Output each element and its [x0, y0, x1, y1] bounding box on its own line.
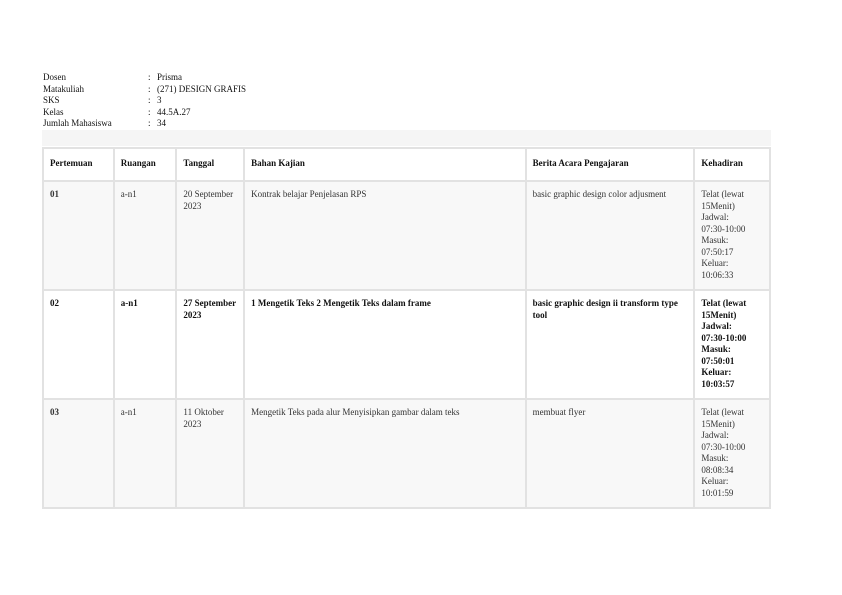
info-separator: : [148, 72, 151, 82]
cell-tanggal: 20 September 2023 [176, 181, 244, 290]
kehadiran-keluar-value: 10:01:59 [701, 487, 734, 498]
info-value: 34 [157, 118, 166, 128]
info-value: 3 [157, 95, 162, 105]
info-label: SKS [43, 95, 60, 105]
kehadiran-masuk-value: 07:50:17 [701, 246, 734, 257]
kehadiran-masuk-value: 08:08:34 [701, 464, 734, 475]
cell-ruangan: a-n1 [114, 290, 177, 399]
column-header-ruangan: Ruangan [114, 148, 177, 181]
info-value: (271) DESIGN GRAFIS [157, 83, 247, 94]
table-header-row [43, 148, 770, 181]
cell-berita-acara: basic graphic design color adjusment [526, 181, 695, 290]
cell-pertemuan: 01 [43, 181, 114, 290]
cell-pertemuan: 02 [43, 290, 114, 399]
kehadiran-masuk-label: Masuk: [701, 344, 731, 354]
cell-kehadiran [694, 399, 770, 508]
column-header-pertemuan: Pertemuan [43, 148, 114, 181]
kehadiran-masuk-value: 07:50:01 [701, 355, 735, 366]
table-row [43, 181, 770, 290]
kehadiran-keluar-value: 10:03:57 [701, 378, 735, 389]
cell-tanggal: 11 Oktober 2023 [176, 399, 244, 508]
cell-kehadiran [694, 290, 770, 399]
cell-pertemuan: 03 [43, 399, 114, 508]
info-label: Matakuliah [43, 83, 84, 94]
cell-ruangan: a-n1 [114, 399, 177, 508]
info-row-sks [43, 95, 246, 107]
info-separator: : [148, 95, 151, 105]
cell-bahan-kajian: 1 Mengetik Teks 2 Mengetik Teks dalam frame [244, 290, 525, 399]
kehadiran-status: Telat (lewat 15Menit) [701, 407, 744, 429]
info-row-kelas [43, 107, 246, 119]
cell-ruangan: a-n1 [114, 181, 177, 290]
cell-kehadiran [694, 181, 770, 290]
kehadiran-keluar-label: Keluar: [701, 476, 729, 486]
info-label: Dosen [43, 72, 66, 82]
table-row [43, 290, 770, 399]
table-row [43, 399, 770, 508]
info-value: Prisma [157, 72, 183, 82]
kehadiran-jadwal-label: Jadwal: [701, 321, 732, 331]
info-label: Kelas [43, 106, 64, 117]
course-info [43, 72, 246, 130]
column-header-tanggal: Tanggal [176, 148, 244, 181]
cell-bahan-kajian: Mengetik Teks pada alur Menyisipkan gambar dalam teks [244, 399, 525, 508]
kehadiran-jadwal-label: Jadwal: [701, 212, 729, 222]
column-header-bahan-kajian: Bahan Kajian [244, 148, 525, 181]
cell-bahan-kajian: Kontrak belajar Penjelasan RPS [244, 181, 525, 290]
info-value: 44.5A.27 [157, 106, 191, 117]
kehadiran-jadwal-label: Jadwal: [701, 430, 729, 440]
header-divider-bar [42, 130, 771, 146]
kehadiran-jadwal-value: 07:30-10:00 [701, 441, 746, 452]
cell-tanggal: 27 September 2023 [176, 290, 244, 399]
kehadiran-keluar-value: 10:06:33 [701, 269, 734, 280]
kehadiran-status: Telat (lewat 15Menit) [701, 298, 747, 320]
info-row-matakuliah [43, 84, 246, 96]
kehadiran-keluar-label: Keluar: [701, 367, 732, 377]
kehadiran-jadwal-value: 07:30-10:00 [701, 332, 747, 343]
info-label: Jumlah Mahasiswa [43, 118, 112, 128]
info-separator: : [148, 118, 151, 128]
info-row-dosen [43, 72, 246, 84]
cell-berita-acara: membuat flyer [526, 399, 695, 508]
column-header-berita-acara: Berita Acara Pengajaran [526, 148, 695, 181]
kehadiran-masuk-label: Masuk: [701, 235, 729, 245]
column-header-kehadiran: Kehadiran [694, 148, 770, 181]
kehadiran-masuk-label: Masuk: [701, 453, 729, 463]
kehadiran-status: Telat (lewat 15Menit) [701, 189, 744, 211]
attendance-table [42, 147, 771, 509]
info-row-jumlah [43, 118, 246, 130]
info-separator: : [148, 106, 151, 117]
kehadiran-keluar-label: Keluar: [701, 258, 729, 268]
cell-berita-acara: basic graphic design ii transform type tool [526, 290, 695, 399]
kehadiran-jadwal-value: 07:30-10:00 [701, 223, 746, 234]
info-separator: : [148, 83, 151, 94]
